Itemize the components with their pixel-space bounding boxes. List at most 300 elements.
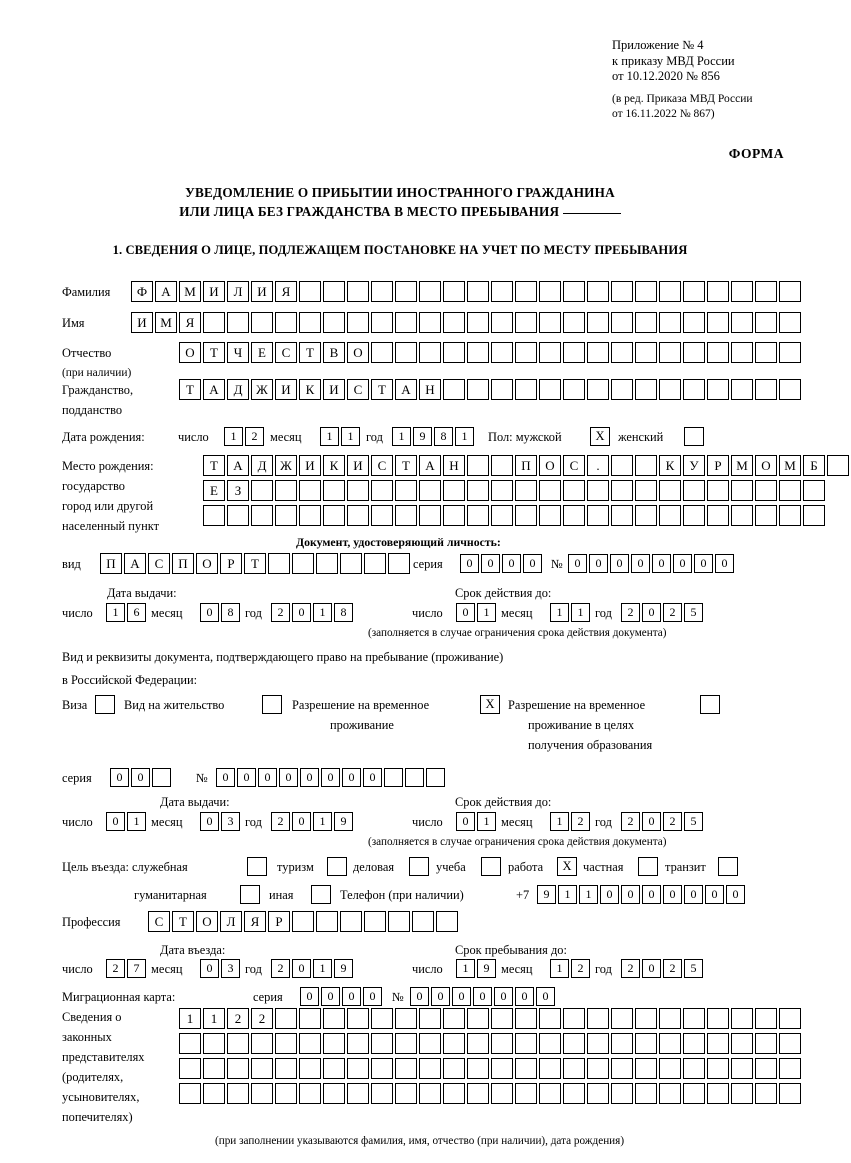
input-birth-day[interactable] — [224, 427, 266, 446]
char-cell[interactable] — [179, 1058, 201, 1079]
char-cell[interactable]: 0 — [642, 812, 661, 831]
char-cell[interactable]: 0 — [452, 987, 471, 1006]
char-cell[interactable] — [467, 379, 489, 400]
char-cell[interactable] — [659, 342, 681, 363]
char-cell[interactable] — [539, 505, 561, 526]
char-cell[interactable] — [467, 455, 489, 476]
char-cell[interactable] — [203, 1033, 225, 1054]
char-cell[interactable]: 1 — [392, 427, 411, 446]
char-cell[interactable]: С — [148, 553, 170, 574]
char-cell[interactable]: 7 — [127, 959, 146, 978]
char-cell[interactable]: 0 — [589, 554, 608, 573]
char-cell[interactable]: А — [395, 379, 417, 400]
char-cell[interactable] — [539, 1033, 561, 1054]
checkbox-purpose-study[interactable] — [481, 857, 501, 876]
char-cell[interactable] — [515, 342, 537, 363]
char-cell[interactable] — [707, 480, 729, 501]
input-issue-year[interactable] — [271, 603, 355, 622]
checkbox-purpose-work[interactable]: X — [557, 857, 577, 876]
char-cell[interactable] — [563, 1083, 585, 1104]
input-stay-year[interactable] — [621, 959, 705, 978]
char-cell[interactable] — [707, 281, 729, 302]
char-cell[interactable] — [611, 312, 633, 333]
char-cell[interactable] — [587, 1058, 609, 1079]
char-cell[interactable]: И — [251, 281, 273, 302]
char-cell[interactable]: 2 — [663, 959, 682, 978]
char-cell[interactable]: Е — [251, 342, 273, 363]
char-cell[interactable] — [323, 1083, 345, 1104]
char-cell[interactable] — [323, 505, 345, 526]
char-cell[interactable] — [275, 1033, 297, 1054]
char-cell[interactable] — [635, 455, 657, 476]
char-cell[interactable]: 0 — [642, 885, 661, 904]
char-cell[interactable]: Е — [203, 480, 225, 501]
char-cell[interactable] — [515, 281, 537, 302]
char-cell[interactable]: Н — [419, 379, 441, 400]
char-cell[interactable] — [587, 281, 609, 302]
char-cell[interactable] — [467, 342, 489, 363]
char-cell[interactable]: 1 — [456, 959, 475, 978]
char-cell[interactable] — [316, 911, 338, 932]
char-cell[interactable] — [659, 1058, 681, 1079]
char-cell[interactable] — [731, 281, 753, 302]
char-cell[interactable] — [347, 1033, 369, 1054]
char-cell[interactable] — [292, 911, 314, 932]
char-cell[interactable] — [611, 1058, 633, 1079]
char-cell[interactable] — [436, 911, 458, 932]
char-cell[interactable] — [779, 379, 801, 400]
char-cell[interactable]: М — [179, 281, 201, 302]
checkbox-purpose-tourism[interactable] — [327, 857, 347, 876]
char-cell[interactable] — [395, 1058, 417, 1079]
char-cell[interactable] — [635, 312, 657, 333]
char-cell[interactable]: А — [155, 281, 177, 302]
char-cell[interactable] — [412, 911, 434, 932]
char-cell[interactable] — [515, 1033, 537, 1054]
char-cell[interactable]: 5 — [684, 959, 703, 978]
char-cell[interactable] — [635, 505, 657, 526]
char-cell[interactable]: 0 — [684, 885, 703, 904]
char-cell[interactable]: 2 — [663, 812, 682, 831]
char-cell[interactable] — [611, 1008, 633, 1029]
char-cell[interactable] — [443, 1083, 465, 1104]
char-cell[interactable]: 0 — [300, 987, 319, 1006]
char-cell[interactable]: 0 — [726, 885, 745, 904]
char-cell[interactable] — [779, 1083, 801, 1104]
char-cell[interactable]: 0 — [237, 768, 256, 787]
char-cell[interactable]: 1 — [550, 959, 569, 978]
char-cell[interactable] — [227, 312, 249, 333]
char-cell[interactable] — [371, 480, 393, 501]
char-cell[interactable]: 9 — [413, 427, 432, 446]
char-cell[interactable]: М — [731, 455, 753, 476]
char-cell[interactable]: 2 — [271, 603, 290, 622]
input-permit-valid-day[interactable] — [456, 812, 498, 831]
char-cell[interactable]: Я — [179, 312, 201, 333]
char-cell[interactable] — [587, 379, 609, 400]
input-legal-rep-row-4[interactable] — [179, 1083, 803, 1104]
char-cell[interactable] — [251, 480, 273, 501]
char-cell[interactable] — [611, 379, 633, 400]
char-cell[interactable] — [803, 505, 825, 526]
char-cell[interactable]: С — [371, 455, 393, 476]
char-cell[interactable] — [731, 1033, 753, 1054]
char-cell[interactable] — [683, 312, 705, 333]
char-cell[interactable] — [323, 1033, 345, 1054]
char-cell[interactable]: 0 — [715, 554, 734, 573]
input-birth-city-row-1[interactable] — [515, 455, 851, 476]
char-cell[interactable] — [683, 480, 705, 501]
char-cell[interactable] — [203, 312, 225, 333]
char-cell[interactable]: С — [275, 342, 297, 363]
char-cell[interactable] — [443, 342, 465, 363]
char-cell[interactable] — [227, 505, 249, 526]
char-cell[interactable] — [395, 1083, 417, 1104]
char-cell[interactable]: 0 — [642, 959, 661, 978]
char-cell[interactable] — [419, 281, 441, 302]
char-cell[interactable] — [275, 312, 297, 333]
char-cell[interactable]: 5 — [684, 603, 703, 622]
char-cell[interactable]: А — [419, 455, 441, 476]
input-legal-rep-row-2[interactable] — [179, 1033, 803, 1054]
char-cell[interactable] — [419, 1008, 441, 1029]
input-permit-issue-month[interactable] — [200, 812, 242, 831]
char-cell[interactable] — [323, 312, 345, 333]
char-cell[interactable] — [405, 768, 424, 787]
char-cell[interactable] — [587, 312, 609, 333]
char-cell[interactable]: 0 — [321, 987, 340, 1006]
char-cell[interactable] — [635, 1008, 657, 1029]
char-cell[interactable]: К — [299, 379, 321, 400]
char-cell[interactable] — [731, 1058, 753, 1079]
char-cell[interactable]: 1 — [320, 427, 339, 446]
char-cell[interactable]: 0 — [473, 987, 492, 1006]
char-cell[interactable] — [371, 1008, 393, 1029]
char-cell[interactable]: 2 — [621, 812, 640, 831]
char-cell[interactable] — [275, 1058, 297, 1079]
char-cell[interactable]: 5 — [684, 812, 703, 831]
char-cell[interactable] — [515, 505, 537, 526]
checkbox-temp-residence[interactable]: X — [480, 695, 500, 714]
char-cell[interactable]: Д — [251, 455, 273, 476]
char-cell[interactable] — [251, 1058, 273, 1079]
char-cell[interactable] — [467, 312, 489, 333]
char-cell[interactable]: 0 — [663, 885, 682, 904]
char-cell[interactable]: 2 — [271, 812, 290, 831]
char-cell[interactable]: 0 — [292, 959, 311, 978]
char-cell[interactable]: 0 — [642, 603, 661, 622]
char-cell[interactable] — [275, 1083, 297, 1104]
char-cell[interactable] — [779, 1058, 801, 1079]
char-cell[interactable]: Д — [227, 379, 249, 400]
char-cell[interactable] — [755, 480, 777, 501]
char-cell[interactable]: К — [659, 455, 681, 476]
checkbox-purpose-humanitarian[interactable] — [240, 885, 260, 904]
char-cell[interactable] — [635, 1033, 657, 1054]
char-cell[interactable]: В — [323, 342, 345, 363]
char-cell[interactable] — [347, 1058, 369, 1079]
char-cell[interactable] — [419, 1033, 441, 1054]
char-cell[interactable] — [227, 1058, 249, 1079]
input-birth-state[interactable] — [203, 455, 515, 476]
char-cell[interactable] — [179, 1033, 201, 1054]
char-cell[interactable] — [419, 1058, 441, 1079]
char-cell[interactable] — [635, 1058, 657, 1079]
char-cell[interactable] — [635, 480, 657, 501]
char-cell[interactable] — [587, 1008, 609, 1029]
char-cell[interactable] — [611, 455, 633, 476]
char-cell[interactable] — [635, 281, 657, 302]
char-cell[interactable] — [635, 342, 657, 363]
char-cell[interactable] — [731, 1008, 753, 1029]
char-cell[interactable]: У — [683, 455, 705, 476]
char-cell[interactable] — [268, 553, 290, 574]
char-cell[interactable]: 0 — [342, 768, 361, 787]
input-doc-kind[interactable] — [100, 553, 412, 574]
input-permit-number[interactable] — [216, 768, 447, 787]
char-cell[interactable] — [323, 281, 345, 302]
char-cell[interactable]: 1 — [571, 603, 590, 622]
input-permit-issue-year[interactable] — [271, 812, 355, 831]
char-cell[interactable] — [779, 1033, 801, 1054]
char-cell[interactable]: М — [779, 455, 801, 476]
char-cell[interactable] — [635, 1083, 657, 1104]
input-legal-rep-row-3[interactable] — [179, 1058, 803, 1079]
char-cell[interactable] — [467, 1058, 489, 1079]
char-cell[interactable] — [467, 1008, 489, 1029]
char-cell[interactable] — [347, 1083, 369, 1104]
char-cell[interactable]: 2 — [106, 959, 125, 978]
char-cell[interactable]: З — [227, 480, 249, 501]
char-cell[interactable]: О — [539, 455, 561, 476]
char-cell[interactable] — [659, 1083, 681, 1104]
input-valid-year[interactable] — [621, 603, 705, 622]
char-cell[interactable] — [683, 1058, 705, 1079]
char-cell[interactable] — [467, 505, 489, 526]
char-cell[interactable] — [611, 1083, 633, 1104]
char-cell[interactable]: 0 — [621, 885, 640, 904]
char-cell[interactable]: Т — [299, 342, 321, 363]
char-cell[interactable]: 2 — [271, 959, 290, 978]
char-cell[interactable] — [683, 1083, 705, 1104]
char-cell[interactable]: И — [323, 379, 345, 400]
char-cell[interactable]: С — [347, 379, 369, 400]
char-cell[interactable]: Т — [244, 553, 266, 574]
char-cell[interactable]: И — [347, 455, 369, 476]
char-cell[interactable] — [707, 342, 729, 363]
char-cell[interactable]: 1 — [341, 427, 360, 446]
char-cell[interactable] — [179, 1083, 201, 1104]
char-cell[interactable]: 0 — [568, 554, 587, 573]
char-cell[interactable]: 0 — [631, 554, 650, 573]
char-cell[interactable] — [755, 312, 777, 333]
char-cell[interactable]: А — [227, 455, 249, 476]
char-cell[interactable]: 1 — [477, 603, 496, 622]
char-cell[interactable] — [779, 1008, 801, 1029]
char-cell[interactable]: 0 — [410, 987, 429, 1006]
char-cell[interactable] — [299, 281, 321, 302]
char-cell[interactable] — [563, 342, 585, 363]
char-cell[interactable] — [491, 505, 513, 526]
char-cell[interactable] — [491, 1008, 513, 1029]
char-cell[interactable]: 3 — [221, 812, 240, 831]
char-cell[interactable] — [347, 480, 369, 501]
char-cell[interactable]: С — [563, 455, 585, 476]
char-cell[interactable] — [539, 312, 561, 333]
char-cell[interactable] — [395, 1033, 417, 1054]
char-cell[interactable] — [539, 480, 561, 501]
char-cell[interactable]: 9 — [334, 959, 353, 978]
char-cell[interactable] — [683, 1033, 705, 1054]
char-cell[interactable] — [539, 1058, 561, 1079]
char-cell[interactable]: Р — [220, 553, 242, 574]
char-cell[interactable]: П — [515, 455, 537, 476]
char-cell[interactable]: 9 — [477, 959, 496, 978]
char-cell[interactable]: Н — [443, 455, 465, 476]
char-cell[interactable] — [388, 553, 410, 574]
char-cell[interactable] — [316, 553, 338, 574]
char-cell[interactable] — [611, 480, 633, 501]
char-cell[interactable] — [683, 281, 705, 302]
char-cell[interactable] — [491, 379, 513, 400]
input-citizenship[interactable] — [179, 379, 803, 400]
char-cell[interactable] — [587, 480, 609, 501]
char-cell[interactable]: 3 — [221, 959, 240, 978]
char-cell[interactable] — [779, 505, 801, 526]
char-cell[interactable] — [731, 312, 753, 333]
char-cell[interactable] — [659, 379, 681, 400]
char-cell[interactable]: 0 — [600, 885, 619, 904]
char-cell[interactable] — [515, 1058, 537, 1079]
char-cell[interactable] — [467, 1083, 489, 1104]
char-cell[interactable]: Т — [395, 455, 417, 476]
input-migration-number[interactable] — [410, 987, 557, 1006]
char-cell[interactable] — [563, 1008, 585, 1029]
char-cell[interactable]: И — [275, 379, 297, 400]
char-cell[interactable]: П — [100, 553, 122, 574]
char-cell[interactable]: О — [196, 911, 218, 932]
char-cell[interactable] — [683, 342, 705, 363]
char-cell[interactable] — [323, 480, 345, 501]
char-cell[interactable]: 0 — [481, 554, 500, 573]
input-permit-series[interactable] — [110, 768, 173, 787]
char-cell[interactable]: 1 — [579, 885, 598, 904]
input-issue-month[interactable] — [200, 603, 242, 622]
char-cell[interactable]: 1 — [179, 1008, 201, 1029]
char-cell[interactable] — [426, 768, 445, 787]
char-cell[interactable] — [803, 480, 825, 501]
char-cell[interactable]: 0 — [494, 987, 513, 1006]
char-cell[interactable] — [539, 342, 561, 363]
char-cell[interactable] — [227, 1033, 249, 1054]
char-cell[interactable]: 0 — [523, 554, 542, 573]
char-cell[interactable] — [419, 312, 441, 333]
char-cell[interactable] — [371, 312, 393, 333]
char-cell[interactable]: 0 — [460, 554, 479, 573]
char-cell[interactable] — [371, 281, 393, 302]
char-cell[interactable]: 8 — [434, 427, 453, 446]
char-cell[interactable]: 1 — [550, 812, 569, 831]
checkbox-sex-male[interactable]: X — [590, 427, 610, 446]
char-cell[interactable]: И — [131, 312, 153, 333]
char-cell[interactable] — [299, 1033, 321, 1054]
char-cell[interactable] — [203, 1083, 225, 1104]
char-cell[interactable] — [251, 505, 273, 526]
char-cell[interactable] — [371, 1083, 393, 1104]
char-cell[interactable]: 0 — [502, 554, 521, 573]
char-cell[interactable]: А — [124, 553, 146, 574]
char-cell[interactable] — [299, 1083, 321, 1104]
char-cell[interactable]: 0 — [131, 768, 150, 787]
checkbox-edu-residence[interactable] — [700, 695, 720, 714]
char-cell[interactable] — [755, 1083, 777, 1104]
char-cell[interactable]: Т — [179, 379, 201, 400]
char-cell[interactable] — [683, 379, 705, 400]
char-cell[interactable] — [659, 312, 681, 333]
char-cell[interactable]: 2 — [571, 812, 590, 831]
char-cell[interactable]: А — [203, 379, 225, 400]
char-cell[interactable] — [371, 342, 393, 363]
char-cell[interactable]: 0 — [110, 768, 129, 787]
char-cell[interactable] — [371, 1058, 393, 1079]
input-entry-year[interactable] — [271, 959, 355, 978]
char-cell[interactable] — [707, 312, 729, 333]
char-cell[interactable]: 0 — [258, 768, 277, 787]
char-cell[interactable]: Р — [707, 455, 729, 476]
input-profession[interactable] — [148, 911, 460, 932]
char-cell[interactable] — [587, 1083, 609, 1104]
char-cell[interactable] — [395, 505, 417, 526]
char-cell[interactable] — [275, 505, 297, 526]
char-cell[interactable]: 1 — [224, 427, 243, 446]
char-cell[interactable]: К — [323, 455, 345, 476]
input-legal-rep-row-1[interactable] — [179, 1008, 803, 1029]
char-cell[interactable] — [611, 281, 633, 302]
input-birth-city-row-3[interactable] — [203, 505, 827, 526]
char-cell[interactable]: 1 — [203, 1008, 225, 1029]
char-cell[interactable] — [467, 480, 489, 501]
input-doc-number[interactable] — [568, 554, 736, 573]
char-cell[interactable] — [323, 1058, 345, 1079]
char-cell[interactable] — [347, 312, 369, 333]
char-cell[interactable]: 1 — [455, 427, 474, 446]
char-cell[interactable]: 0 — [292, 812, 311, 831]
char-cell[interactable] — [563, 281, 585, 302]
input-valid-month[interactable] — [550, 603, 592, 622]
char-cell[interactable]: 8 — [221, 603, 240, 622]
char-cell[interactable] — [587, 342, 609, 363]
char-cell[interactable] — [443, 1008, 465, 1029]
char-cell[interactable]: И — [203, 281, 225, 302]
char-cell[interactable] — [827, 455, 849, 476]
char-cell[interactable] — [364, 911, 386, 932]
char-cell[interactable]: 0 — [431, 987, 450, 1006]
char-cell[interactable] — [563, 379, 585, 400]
char-cell[interactable] — [707, 1058, 729, 1079]
char-cell[interactable]: Ж — [251, 379, 273, 400]
char-cell[interactable] — [563, 480, 585, 501]
char-cell[interactable] — [347, 281, 369, 302]
char-cell[interactable] — [443, 312, 465, 333]
char-cell[interactable]: 0 — [456, 603, 475, 622]
char-cell[interactable] — [299, 312, 321, 333]
char-cell[interactable] — [611, 505, 633, 526]
char-cell[interactable]: 2 — [663, 603, 682, 622]
char-cell[interactable] — [491, 1083, 513, 1104]
char-cell[interactable]: 6 — [127, 603, 146, 622]
char-cell[interactable]: . — [587, 455, 609, 476]
char-cell[interactable] — [443, 480, 465, 501]
